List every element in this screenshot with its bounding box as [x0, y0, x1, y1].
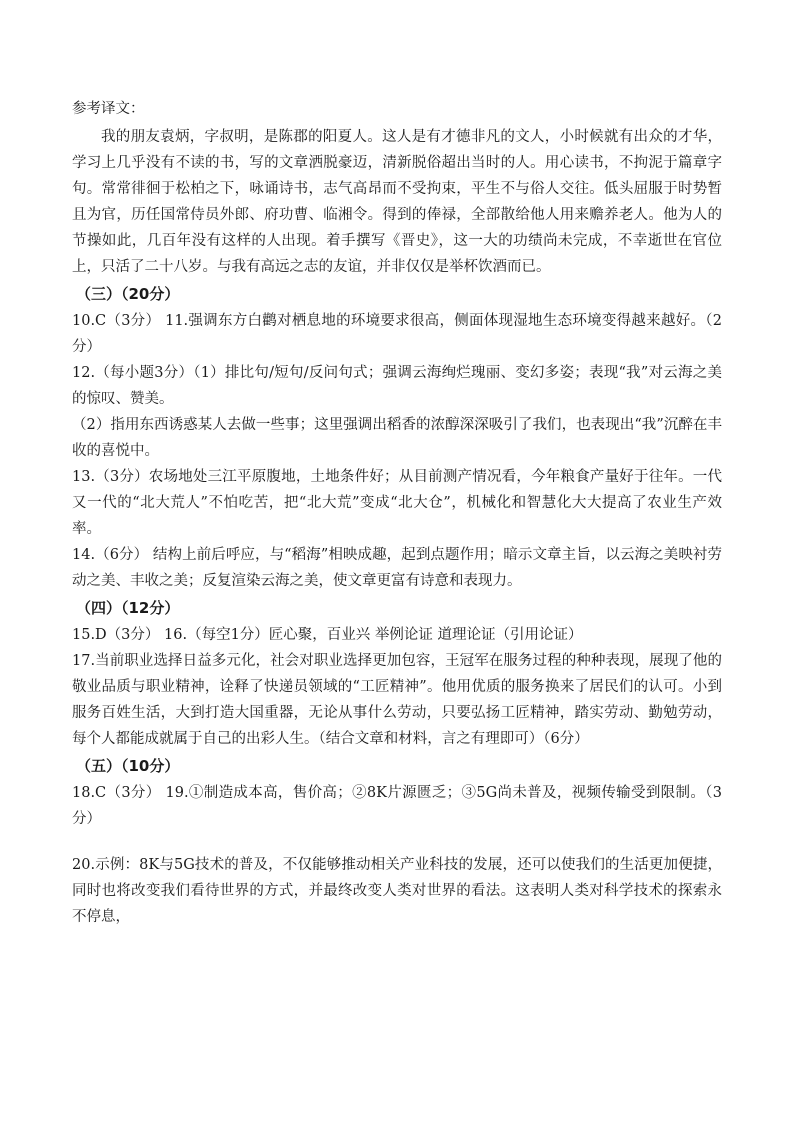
answer-12-part2: （2）指用东西诱惑某人去做一些事；这里强调出稻香的浓醇深深吸引了我们，也表现出“我”沉醉在丰收的喜悦中。	[72, 417, 722, 459]
answer-12-part1: 12.（每小题3分）（1）排比句/短句/反问句式；强调云海绚烂瑰丽、变幻多姿；表现“我”对云海之美的惊叹、赞美。	[72, 365, 722, 407]
answer-14: 14.（6分） 结构上前后呼应，与“稻海”相映成趣，起到点题作用；暗示文章主旨，以云海之美映衬劳动之美、丰收之美；反复渲染云海之美，使文章更富有诗意和表现力。	[72, 547, 722, 589]
document-page	[72, 96, 722, 930]
translation-body: 我的朋友袁炳，字叔明，是陈郡的阳夏人。这人是有才德非凡的文人，小时候就有出众的才华，学习上几乎没有不读的书，写的文章洒脱豪迈，清新脱俗超出当时的人。用心读书，不拘泥于篇章字句。常常徘徊于松柏之下，咏诵诗书，志气高昂而不受拘束，平生不与俗人交往。低头屈服于时势暂且为官，历任国常侍员外郎、府功曹、临湘令。得到的俸禄，全部散给他人用来赡养老人。他为人的节操如此，几百年没有这样的人出现。着手撰写《晋史》，这一大的功绩尚未完成，不幸逝世在官位上，只活了二十八岁。与我有高远之志的友谊，并非仅仅是举杯饮酒而已。	[72, 129, 722, 275]
section-3-heading: （三）（20分）	[76, 285, 180, 303]
section-5-heading: （五）（10分）	[76, 757, 180, 775]
spacer	[72, 832, 722, 852]
section-4-heading: （四）（12分）	[76, 599, 180, 617]
answer-10-11: 10.C（3分） 11.强调东方白鹳对栖息地的环境要求很高，侧面体现湿地生态环境变得越来越好。（2分）	[72, 313, 722, 355]
translation-title: 参考译文：	[72, 101, 145, 117]
answer-13: 13.（3分）农场地处三江平原腹地，土地条件好；从目前测产情况看，今年粮食产量好于往年。一代又一代的“北大荒人”不怕吃苦，把“北大荒”变成“北大仓”，机械化和智慧化大大提高了农业生产效率。	[72, 469, 722, 537]
answer-20: 20.示例：8K与5G技术的普及，不仅能够推动相关产业科技的发展，还可以使我们的生活更加便捷，同时也将改变我们看待世界的方式，并最终改变人类对世界的看法。这表明人类对科学技术的探索永不停息，	[72, 857, 722, 925]
answer-17: 17.当前职业选择日益多元化，社会对职业选择更加包容，王冠军在服务过程的种种表现，展现了他的敬业品质与职业精神，诠释了快递员领域的“工匠精神”。他用优质的服务换来了居民们的认可。小到服务百姓生活，大到打造大国重器，无论从事什么劳动，只要弘扬工匠精神，踏实劳动、勤勉劳动，每个人都能成就属于自己的出彩人生。（结合文章和材料，言之有理即可）（6分）	[72, 653, 722, 747]
answer-15-16: 15.D（3分） 16.（每空1分）匠心聚，百业兴 举例论证 道理论证（引用论证）	[72, 627, 583, 643]
answer-18-19: 18.C（3分） 19.①制造成本高，售价高；②8K片源匮乏；③5G尚未普及，视频传输受到限制。（3分）	[72, 785, 722, 827]
